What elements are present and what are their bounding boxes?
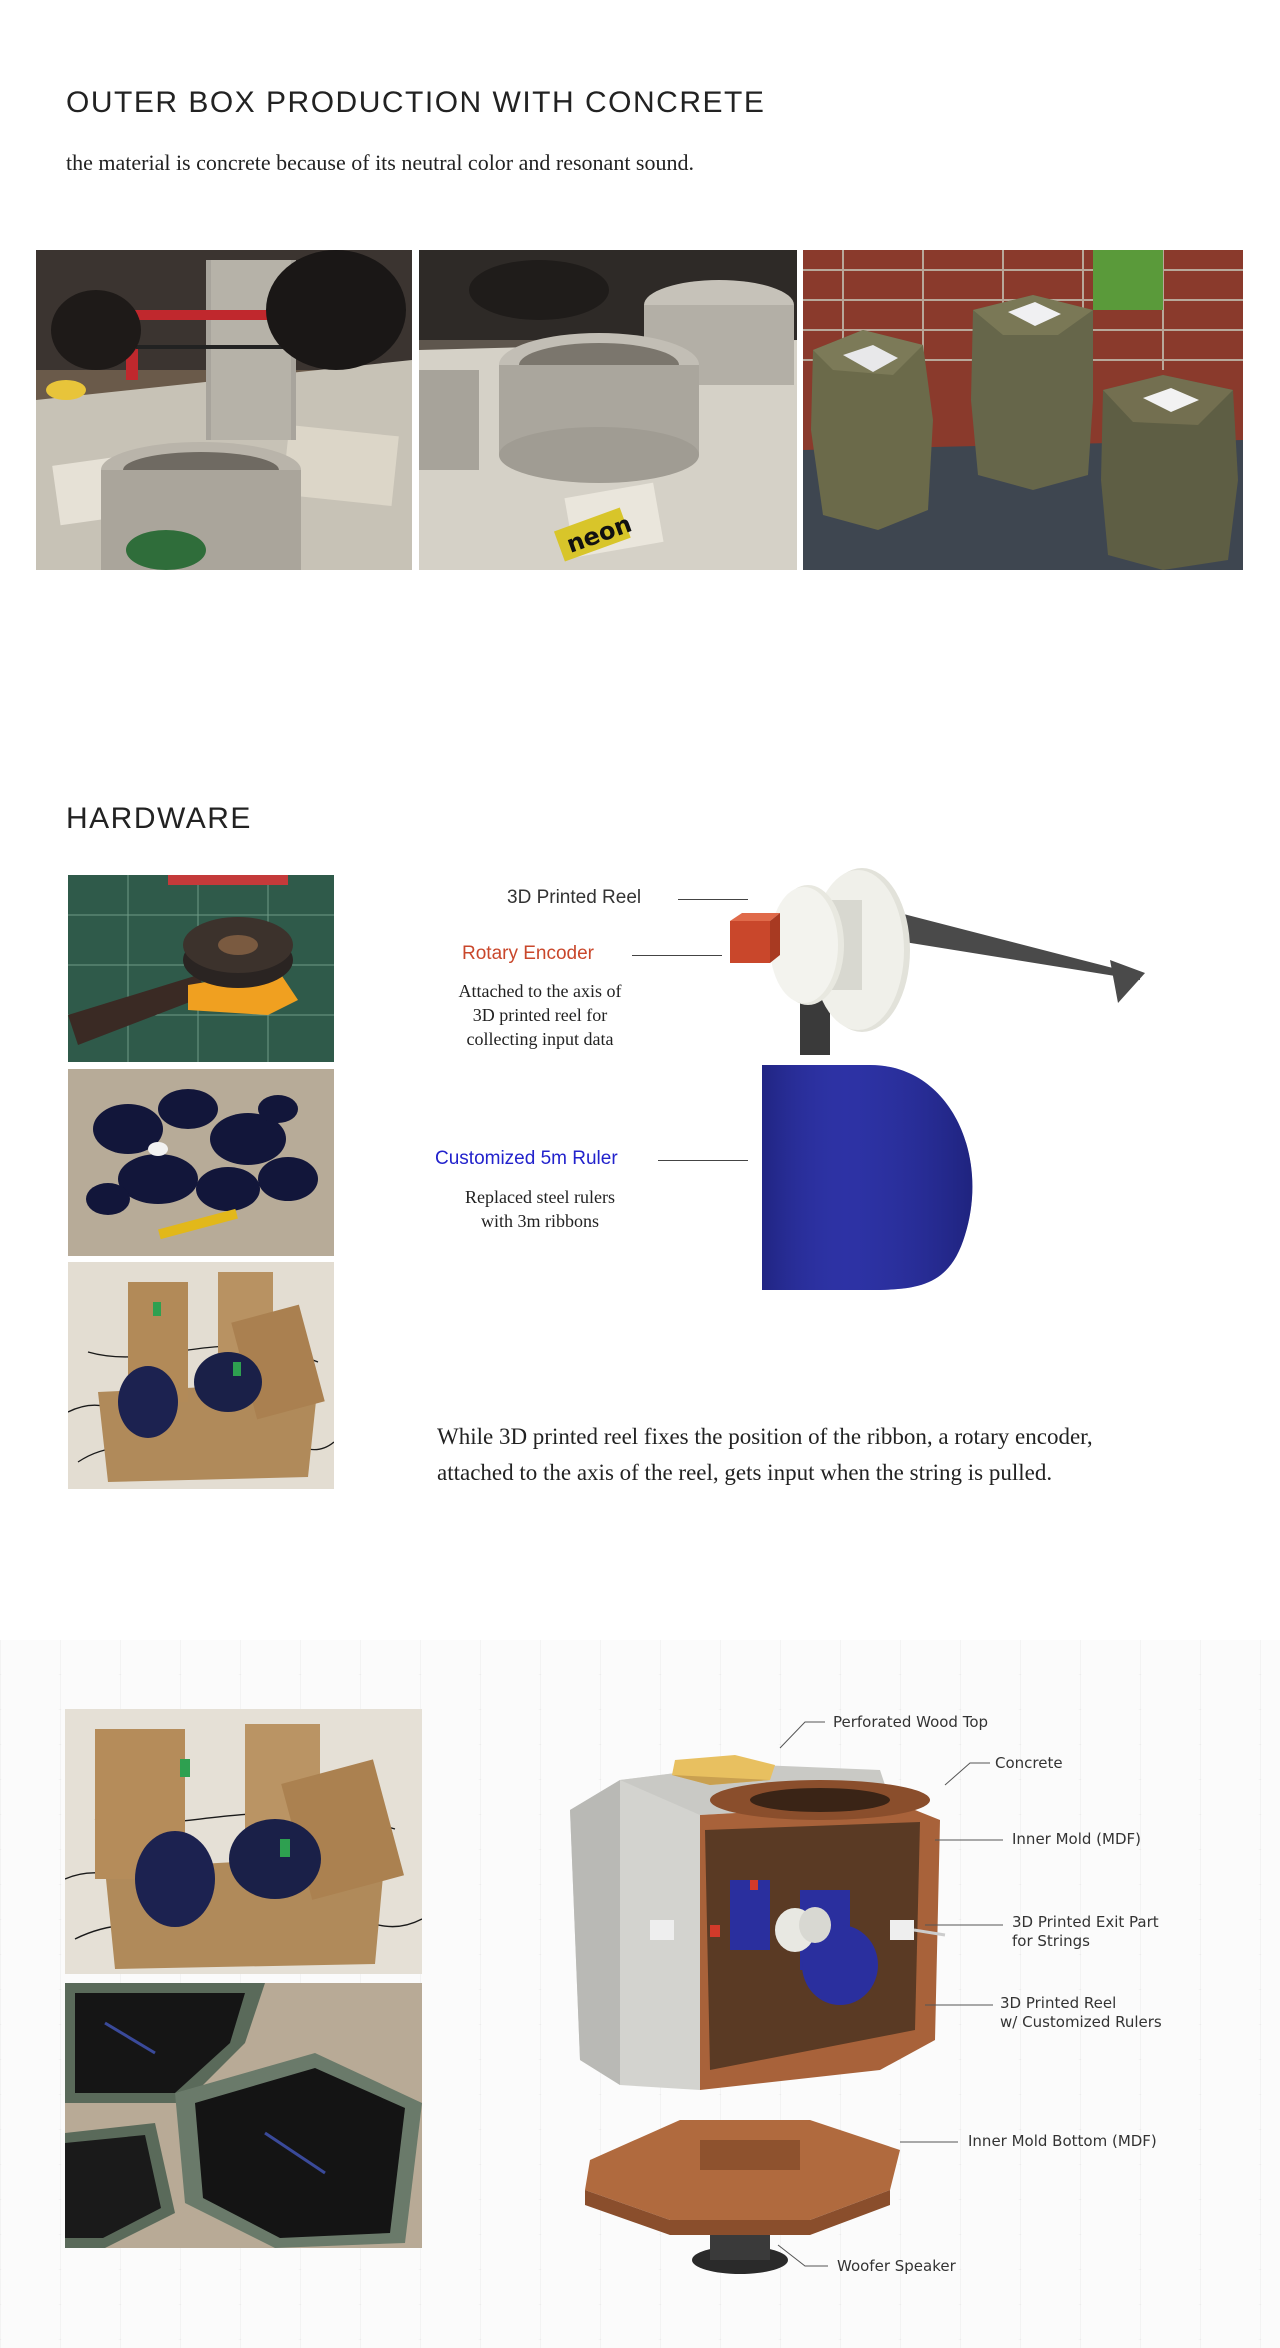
label-concrete: Concrete [995, 1754, 1063, 1772]
label-exit-part: 3D Printed Exit Part for Strings [1012, 1913, 1159, 1950]
label-rotary-encoder: Rotary Encoder [462, 943, 595, 964]
section-title-hardware: HARDWARE [66, 802, 252, 835]
label-inner-mold-bottom: Inner Mold Bottom (MDF) [968, 2132, 1157, 2150]
section-subtitle-concrete: the material is concrete because of its neutral color and resonant sound. [66, 150, 694, 175]
label-woofer-speaker: Woofer Speaker [837, 2257, 956, 2275]
label-perforated-wood-top: Perforated Wood Top [833, 1713, 989, 1731]
hardware-paragraph: While 3D printed reel fixes the position of the ribbon, a rotary encoder, attached to the axis of the reel, gets input when the string is pulled. [437, 1424, 1093, 1485]
label-printed-reel: 3D Printed Reel w/ Customized Rulers [1000, 1994, 1162, 2031]
label-3d-printed-reel: 3D Printed Reel [507, 887, 642, 908]
label-customized-ruler: Customized 5m Ruler [435, 1148, 618, 1169]
section-title-concrete: OUTER BOX PRODUCTION WITH CONCRETE [66, 86, 766, 119]
ruler-description: Replaced steel rulers with 3m ribbons [465, 1187, 615, 1231]
neon-text: neon [562, 509, 636, 559]
label-inner-mold: Inner Mold (MDF) [1012, 1830, 1142, 1848]
encoder-description: Attached to the axis of 3D printed reel for collecting input data [458, 981, 622, 1049]
